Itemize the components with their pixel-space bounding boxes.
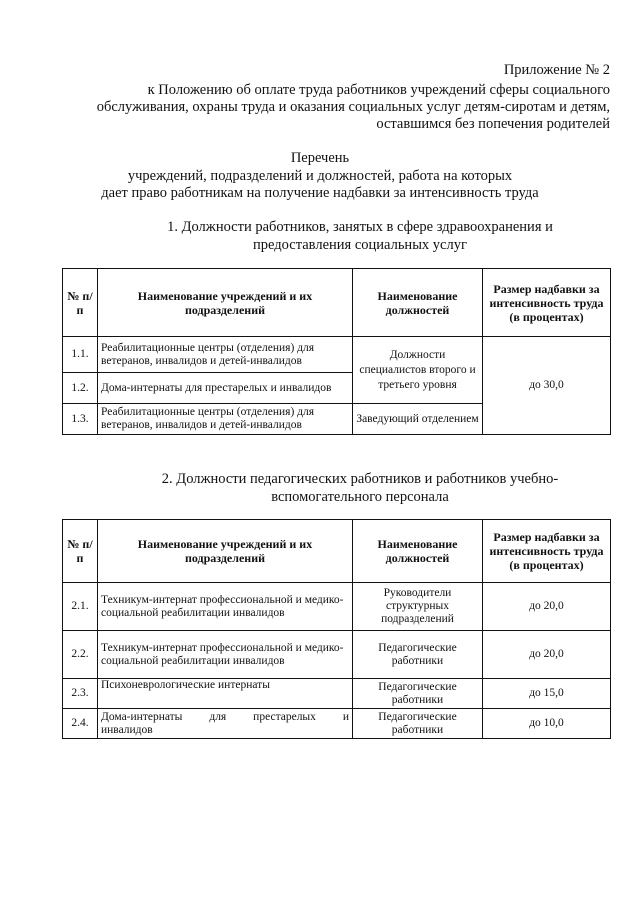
header-num: № п/п xyxy=(63,269,98,337)
row-num: 2.1. xyxy=(63,583,98,631)
appendix-ref-line: оставшимся без попечения родителей xyxy=(376,116,610,132)
row-name xyxy=(98,709,353,739)
header-bonus: Размер надбавки за интенсивность труда (в процентах) xyxy=(483,269,611,337)
appendix-header xyxy=(20,62,610,133)
table-section-1 xyxy=(62,268,611,435)
row-bonus: до 20,0 xyxy=(483,631,611,679)
row-bonus: до 15,0 xyxy=(483,679,611,709)
table-row xyxy=(63,583,611,631)
appendix-ref-line: к Положению об оплате труда работников учреждений сферы социального xyxy=(147,82,610,98)
table-header-row xyxy=(63,520,611,583)
row-bonus: до 10,0 xyxy=(483,709,611,739)
section-title-line: 2. Должности педагогических работников и работников учебно- xyxy=(161,471,559,487)
title-line: дает право работникам на получение надбавки за интенсивность труда xyxy=(101,185,539,201)
row-num: 1.3. xyxy=(63,404,98,435)
row-name: Дома-интернаты для престарелых и инвалидов xyxy=(98,373,353,404)
header-name: Наименование учреждений и их подразделений xyxy=(98,269,353,337)
row-bonus: до 20,0 xyxy=(483,583,611,631)
row-position: Педагогические работники xyxy=(353,679,483,709)
row-num: 2.3. xyxy=(63,679,98,709)
row-name: Реабилитационные центры (отделения) для ветеранов, инвалидов и детей-инвалидов xyxy=(98,337,353,373)
table-row xyxy=(63,679,611,709)
table-header-row xyxy=(63,269,611,337)
row-num: 1.2. xyxy=(63,373,98,404)
table-row xyxy=(63,709,611,739)
table-row xyxy=(63,631,611,679)
section-title-line: 1. Должности работников, занятых в сфере здравоохранения и xyxy=(167,219,553,235)
document-title xyxy=(0,150,640,203)
row-position: Заведующий отделением xyxy=(353,404,483,435)
row-name: Техникум-интернат профессиональной и медико-социальной реабилитации инвалидов xyxy=(98,583,353,631)
row-name-line: инвалидов xyxy=(101,723,153,736)
row-name: Психоневрологические интернаты xyxy=(98,679,353,709)
appendix-ref-line: обслуживания, охраны труда и оказания социальных услуг детям-сиротам и детям, xyxy=(96,99,610,115)
header-position: Наименование должностей xyxy=(353,269,483,337)
section-2-title xyxy=(0,470,640,506)
title-line: учреждений, подразделений и должностей, работа на которых xyxy=(127,167,513,184)
row-position: Педагогические работники xyxy=(353,709,483,739)
table-section-2 xyxy=(62,519,611,739)
header-name: Наименование учреждений и их подразделений xyxy=(98,520,353,583)
row-name: Реабилитационные центры (отделения) для ветеранов, инвалидов и детей-инвалидов xyxy=(98,404,353,435)
row-position: Педагогические работники xyxy=(353,631,483,679)
header-position: Наименование должностей xyxy=(353,520,483,583)
header-num: № п/п xyxy=(63,520,98,583)
section-title-line: вспомогательного персонала xyxy=(271,489,449,505)
header-bonus: Размер надбавки за интенсивность труда (в процентах) xyxy=(483,520,611,583)
row-position: Должности специалистов второго и третьего уровня xyxy=(353,337,483,404)
row-bonus: до 30,0 xyxy=(483,337,611,435)
row-name: Техникум-интернат профессиональной и медико-социальной реабилитации инвалидов xyxy=(98,631,353,679)
row-num: 1.1. xyxy=(63,337,98,373)
row-num: 2.2. xyxy=(63,631,98,679)
row-name-line: Дома-интернаты для престарелых и xyxy=(101,710,349,723)
section-1-title xyxy=(0,218,640,254)
row-num: 2.4. xyxy=(63,709,98,739)
table-row xyxy=(63,337,611,373)
appendix-number: Приложение № 2 xyxy=(503,62,610,78)
title-word: Перечень xyxy=(290,150,350,166)
section-title-line: предоставления социальных услуг xyxy=(253,237,467,253)
row-position: Руководители структурных подразделений xyxy=(353,583,483,631)
